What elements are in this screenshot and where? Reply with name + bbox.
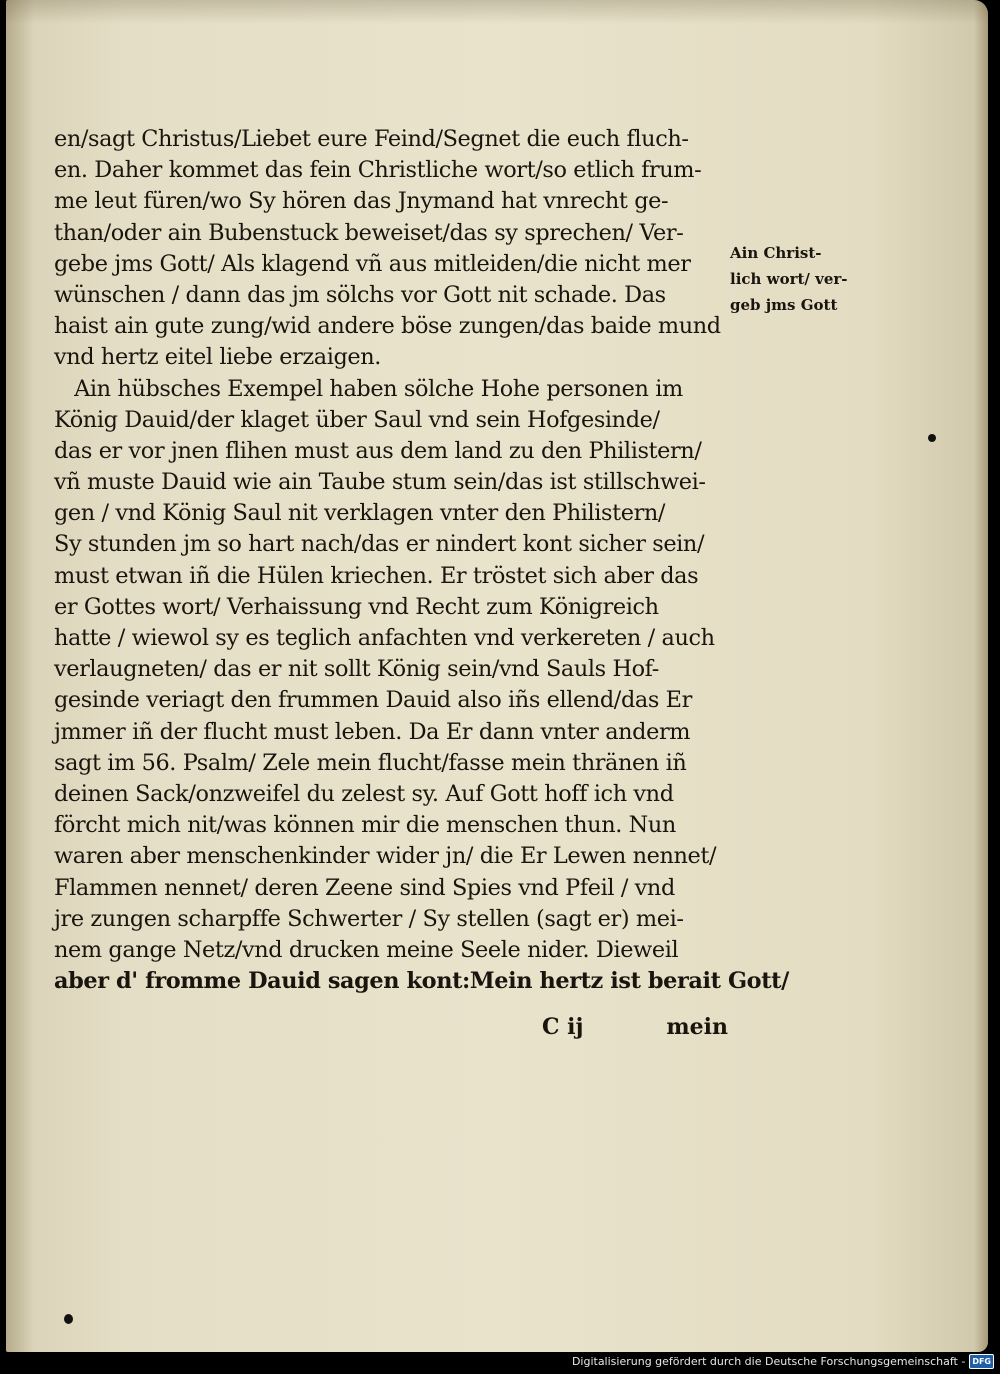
text-line: verlaugneten/ das er nit sollt König sein/vnd Sauls Hof- (54, 656, 659, 683)
text-line: Ain hübsches Exempel haben sölche Hohe personen im (54, 375, 683, 402)
text-line: jmmer iñ der flucht must leben. Da Er dann vnter anderm (54, 718, 691, 745)
text-line: Flammen nennet/ deren Zeene sind Spies vnd Pfeil / vnd (54, 874, 675, 901)
text-line: me leut füren/wo Sy hören das Jnymand hat vnrecht ge- (54, 188, 669, 215)
text-line: than/oder ain Bubenstuck beweiset/das sy sprechen/ Ver- (54, 219, 684, 246)
book-page (6, 0, 988, 1352)
text-line: deinen Sack/onzweifel du zelest sy. Auf Gott hoff ich vnd (54, 780, 674, 807)
ink-dot (928, 434, 936, 442)
text-line: gesinde veriagt den frummen Dauid also iñs ellend/das Er (54, 687, 692, 714)
dfg-logo-icon: DFG (969, 1354, 994, 1369)
text-line: nem gange Netz/vnd drucken meine Seele nider. Dieweil (54, 936, 679, 963)
text-line: gebe jms Gott/ Als klagend vñ aus mitleiden/die nicht mer (54, 250, 691, 277)
page-edge (974, 0, 988, 1352)
text-line: wünschen / dann das jm sölchs vor Gott nit schade. Das (54, 281, 666, 308)
marginal-note-line: Ain Christ- (730, 244, 822, 262)
funding-text: Digitalisierung gefördert durch die Deutsche Forschungsgemeinschaft - (571, 1354, 966, 1368)
text-line: vnd hertz eitel liebe erzaigen. (54, 344, 382, 371)
marginal-note (730, 240, 880, 318)
ink-dot (64, 1314, 73, 1324)
text-line: das er vor jnen flihen must aus dem land zu den Philistern/ (54, 437, 702, 464)
text-line: sagt im 56. Psalm/ Zele mein flucht/fasse mein thränen iñ (54, 749, 687, 776)
text-line: förcht mich nit/was können mir die menschen thun. Nun (54, 812, 676, 839)
gutter-shadow (6, 0, 34, 1352)
text-line: en/sagt Christus/Liebet eure Feind/Segnet die euch fluch- (54, 126, 689, 152)
top-shadow (6, 0, 988, 24)
text-line: must etwan iñ die Hülen kriechen. Er tröstet sich aber das (54, 562, 699, 589)
text-line: König Dauid/der klaget über Saul vnd sein Hofgesinde/ (54, 406, 660, 433)
signature-mark: C ij (542, 1014, 584, 1040)
catchword-line (542, 1014, 728, 1046)
text-line: hatte / wiewol sy es teglich anfachten vnd verkereten / auch (54, 625, 715, 651)
marginal-note-line: lich wort/ ver- (730, 270, 848, 288)
text-line: vñ muste Dauid wie ain Taube stum sein/das ist stillschwei- (54, 469, 706, 496)
text-line: er Gottes wort/ Verhaissung vnd Recht zum Königreich (54, 593, 659, 620)
text-line: jre zungen scharpffe Schwerter / Sy stellen (sagt er) mei- (54, 905, 684, 932)
text-line: haist ain gute zung/wid andere böse zungen/das baide mund (54, 313, 721, 340)
text-line: Sy stunden jm so hart nach/das er nindert kont sicher sein/ (54, 531, 705, 558)
catchword: mein (666, 1014, 728, 1040)
text-line: en. Daher kommet das fein Christliche wort/so etlich frum- (54, 157, 702, 184)
text-line: waren aber menschenkinder wider jn/ die Er Lewen nennet/ (54, 843, 717, 870)
text-line: gen / vnd König Saul nit verklagen vnter den Philistern/ (54, 500, 666, 527)
text-line: aber d' fromme Dauid sagen kont:Mein hertz ist berait Gott/ (54, 968, 789, 995)
marginal-note-line: geb jms Gott (730, 296, 838, 314)
funding-footer (572, 1352, 994, 1370)
